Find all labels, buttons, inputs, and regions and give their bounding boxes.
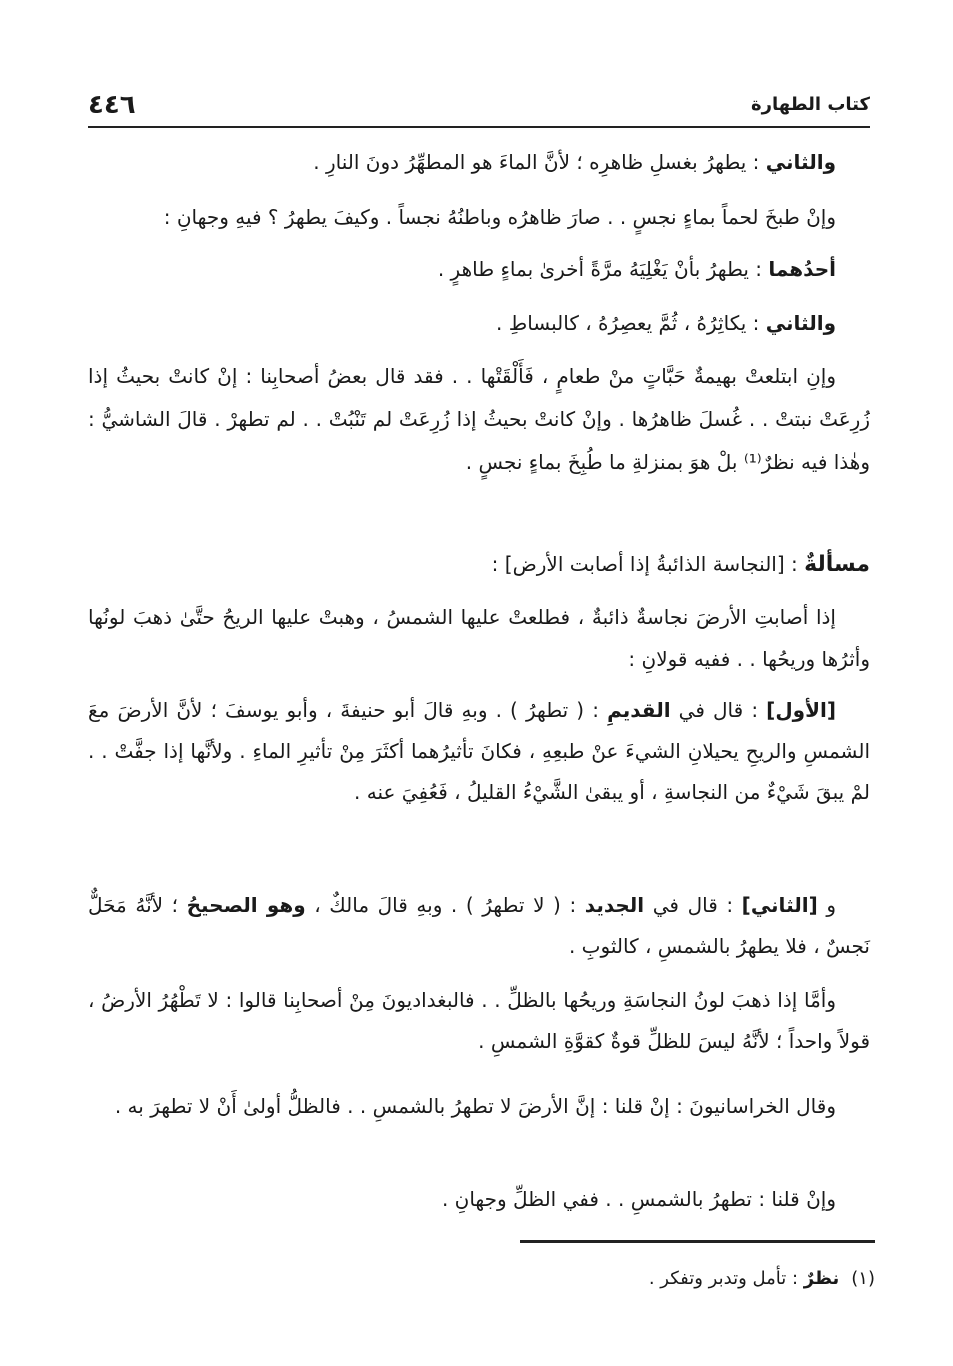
section-heading-text: : [النجاسة الذائبةُ إذا أصابت الأرض] : <box>491 552 805 576</box>
paragraph-text: وقال الخراسانيونَ : إنْ قلنا : إنَّ الأرضَ لا تطهرُ بالشمسِ . . فالظلُّ أولىٰ أَنْ لا تطهرَ به . <box>114 1094 836 1118</box>
paragraph-text: : ( لا تطهرُ ) . وبهِ قالَ مالكٌ ، <box>305 893 585 917</box>
paragraph <box>88 1180 870 1219</box>
footnote-lead: نظرٌ <box>803 1268 840 1289</box>
paragraph-text: وإنْ قلنا : تطهرُ بالشمسِ . . ففي الظلِّ وجهانِ . <box>441 1187 836 1211</box>
paragraph <box>88 1085 870 1128</box>
paragraph <box>88 355 870 484</box>
paragraph-text: : يكاثِرُهُ ، ثُمَّ يعصِرُهُ ، كالبساطِ . <box>496 311 766 335</box>
paragraph-text: وأمَّا إذا ذهبَ لونُ النجاسَةِ وريحُها بالظلِّ . . فالبغداديونَ مِنْ أصحابِنا قالوا : لا تَطْهُرُ الأرضُ ، قولاً واحداً ؛ لأنَّهُ ليسَ للظلِّ قوةٌ كقوَّةِ الشمسِ . <box>88 988 870 1053</box>
paragraph-text: : ( تطهرُ ) . وبهِ قالَ أبو حنيفةَ ، وأبو يوسفَ ؛ لأنَّ الأرضَ معَ الشمسِ والريحِ يحيلانِ الشيءَ عنْ طبعِهِ ، فكانَ تأثيرُهما أكثَرَ مِنْ تأثيرِ الماءِ . ولأنَّها إذا جفَّتْ . . لمْ يبقَ شَيْءٌ من النجاسةِ ، أو يبقىٰ الشَّيْءُ القليلُ ، فَعُفِيَ عنه . <box>88 698 870 804</box>
paragraph-text: وإنْ طبخَ لحماً بماءٍ نجسٍ . . صارَ ظاهرُه وباطنُهُ نجساً . وكيفَ يطهرُ ؟ فيهِ وجهانِ : <box>163 205 836 229</box>
paragraph-text: وإنِ ابتلعتْ بهيمةٌ حَبَّاتٍ منْ طعامٍ ، فَأَلْقَتْها . . فقد قال بعضُ أصحابِنا : إنْ كانتْ بحيثُ إذا زُرِعَتْ نبتتْ . . غُسلَ ظاهرُها . وإنْ كانتْ بحيثُ إذا زُرِعَتْ لم تَنْبُتْ . . لم تطهرْ . قالَ الشاشيُّ : وهٰذا فيه نظرٌ⁽¹⁾ بلْ هوَ بمنزلةِ ما طُبِخَ بماءٍ نجسٍ . <box>88 364 870 474</box>
footnote-number: (١) <box>851 1268 875 1289</box>
paragraph <box>88 304 870 343</box>
paragraph-lead: القديمِ <box>607 698 671 722</box>
paragraph <box>88 198 870 237</box>
paragraph-lead: الجديد <box>584 893 645 917</box>
paragraph-text: ؛ لأنَّهُ مَحَلٌّ نَجسٌ ، فلا يطهرُ بالشمسِ ، كالثوبِ . <box>88 893 870 958</box>
paragraph-lead: والثاني <box>765 311 836 335</box>
footnote <box>649 1268 875 1289</box>
paragraph-text: : يطهرُ بغسلِ ظاهرِه ؛ لأنَّ الماءَ هو المطهِّرُ دونَ النارِ . <box>313 150 766 174</box>
paragraph <box>88 980 870 1062</box>
paragraph-lead: وهو الصحيحُ <box>186 893 306 917</box>
running-title: كتاب الطهارة <box>750 94 870 115</box>
paragraph-lead: [الأول] <box>766 698 836 722</box>
paragraph-text: : قال في <box>670 698 767 722</box>
paragraph <box>88 250 870 289</box>
page-number: ٤٤٦ <box>88 90 136 120</box>
paragraph-lead: أحدُهما <box>768 257 836 281</box>
paragraph <box>88 143 870 182</box>
page-header <box>88 90 870 128</box>
paragraph-text: : قال في <box>644 893 742 917</box>
paragraph-text: و <box>817 893 836 917</box>
section-heading-lead: مسألةٌ <box>804 552 870 577</box>
paragraph-lead: [الثاني] <box>741 893 818 917</box>
paragraph-lead: والثاني <box>765 150 836 174</box>
section-heading <box>88 545 870 584</box>
footnote-text: : تأمل وتدبر وتفكر . <box>648 1268 804 1289</box>
footnote-divider <box>520 1240 875 1243</box>
paragraph-text: : يطهرُ بأنْ يَغْلِيَهُ مرَّةً أخرىٰ بماءٍ طاهرٍ . <box>437 257 769 281</box>
paragraph <box>88 690 870 813</box>
paragraph-text: إذا أصابتِ الأرضَ نجاسةٌ ذائبةٌ ، فطلعتْ عليها الشمسُ ، وهبتْ عليها الريحُ حتَّىٰ ذهبَ لونُها وأثرُها وريحُها . . ففيه قولانِ : <box>88 605 870 671</box>
paragraph <box>88 596 870 680</box>
paragraph <box>88 885 870 967</box>
